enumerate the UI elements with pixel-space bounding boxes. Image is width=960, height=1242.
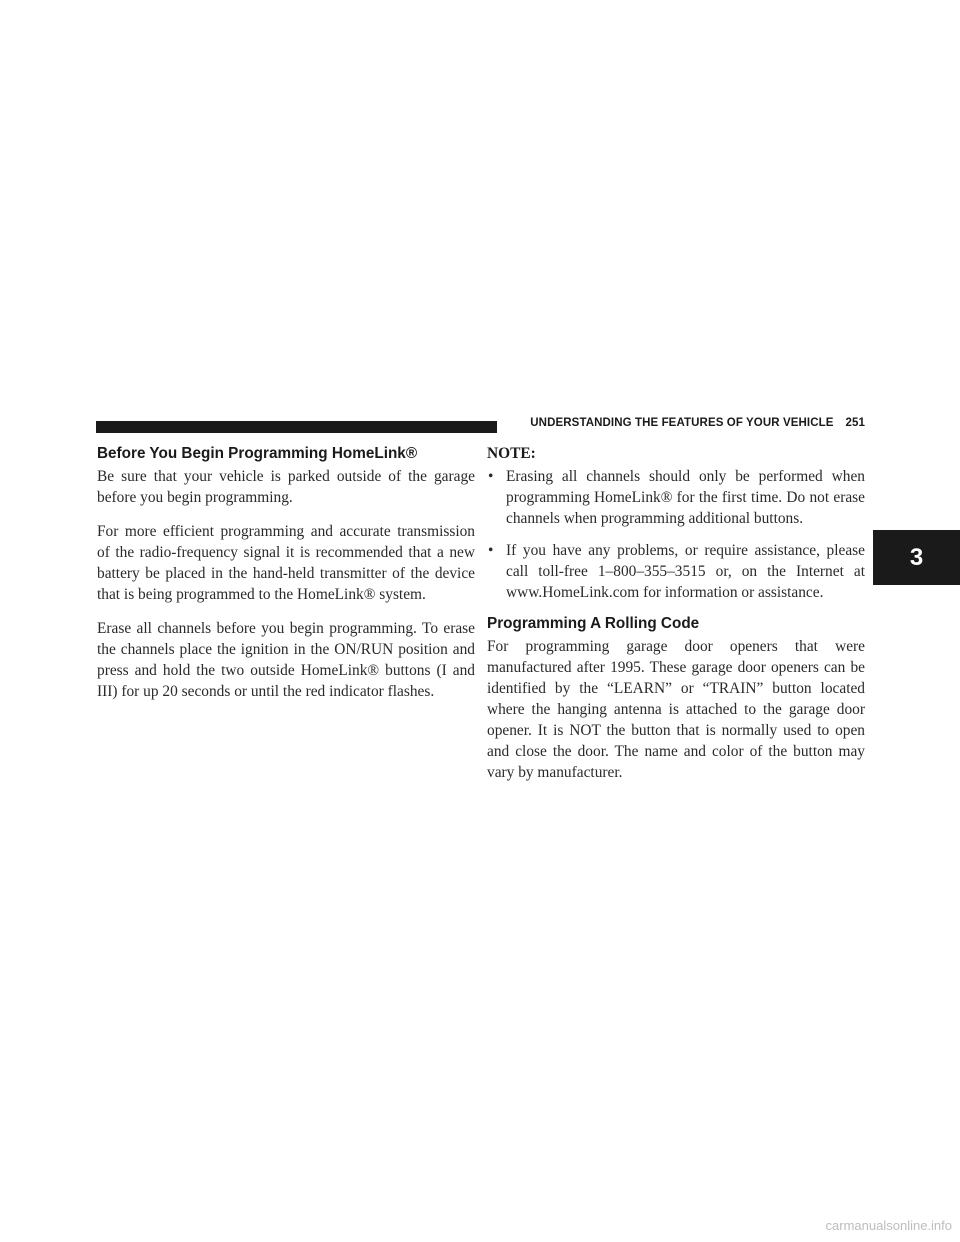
bullet-icon: • [488, 542, 494, 559]
paragraph: For more efficient programming and accurate transmission of the radio-frequency signal it is recommended that a new battery be placed in the hand-held transmitter of the device that is being programmed to the HomeLink® system. [97, 523, 475, 603]
section-heading-before-programming: Before You Begin Programming HomeLink® [97, 445, 418, 462]
list-item [487, 466, 865, 529]
bullet-text: Erasing all channels should only be performed when programming HomeLink® for the first time. Do not erase channels when programming additional buttons. [506, 468, 865, 527]
page-number: 251 [845, 417, 865, 429]
bullet-text: If you have any problems, or require assistance, please call toll-free 1–800–355–3515 or, on the Internet at www.HomeLink.com for information or assistance. [506, 542, 865, 601]
paragraph: Be sure that your vehicle is parked outside of the garage before you begin programming. [97, 468, 475, 506]
section-heading-rolling-code: Programming A Rolling Code [487, 615, 700, 632]
chapter-tab: 3 [873, 530, 960, 585]
right-column [487, 444, 865, 796]
bullet-icon: • [488, 468, 494, 485]
left-column [97, 444, 475, 715]
paragraph: For programming garage door openers that were manufactured after 1995. These garage door openers can be identified by the “LEARN” or “TRAIN” button located where the hanging antenna is attached to the garage door opener. It is NOT the button that is normally used to open and close the door. The name and color of the button may vary by manufacturer. [487, 638, 865, 781]
list-item [487, 540, 865, 603]
header-rule [96, 421, 497, 433]
note-label: NOTE: [487, 445, 536, 462]
watermark: carmanualsonline.info [825, 1218, 952, 1233]
running-header [505, 417, 865, 429]
note-list [487, 466, 865, 603]
chapter-title: UNDERSTANDING THE FEATURES OF YOUR VEHICLE [530, 417, 834, 429]
paragraph: Erase all channels before you begin programming. To erase the channels place the ignition in the ON/RUN position and press and hold the two outside HomeLink® buttons (I and III) for up 20 seconds or until the red indicator flashes. [97, 620, 475, 700]
